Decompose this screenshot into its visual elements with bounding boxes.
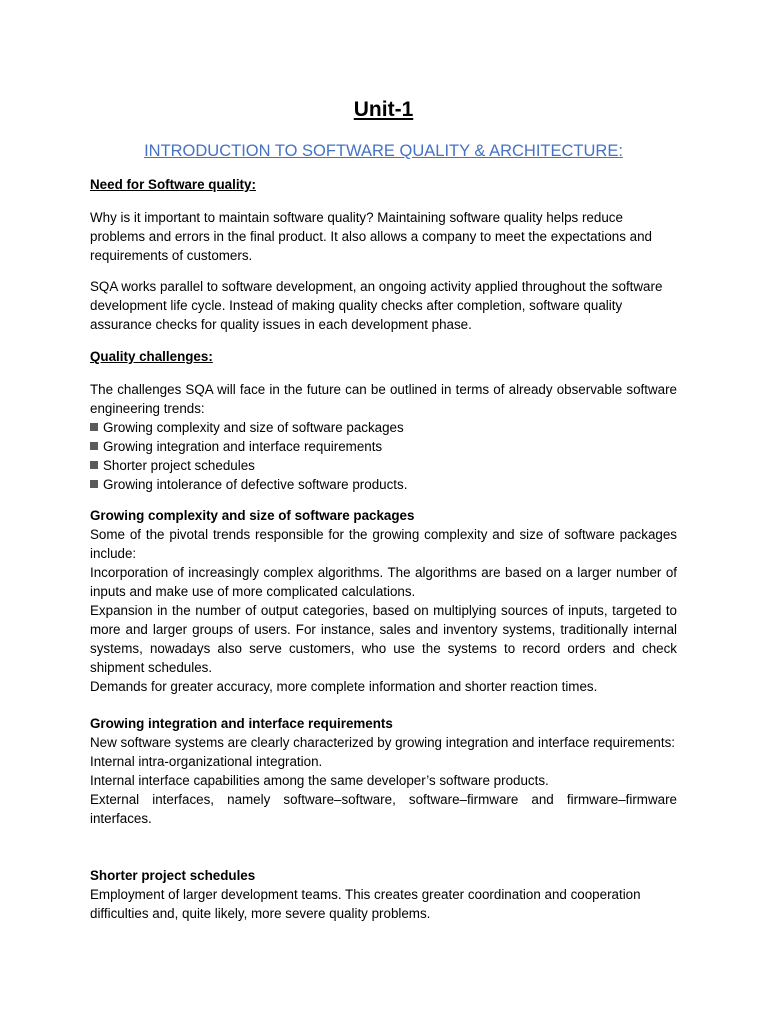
square-bullet-icon	[90, 461, 98, 469]
need-heading: Need for Software quality:	[90, 177, 256, 192]
list-item: Growing complexity and size of software packages	[90, 418, 677, 437]
challenges-section	[90, 380, 677, 494]
schedules-paragraph: Employment of larger development teams. This creates greater coordination and cooperation difficulties and, quite likely, more severe quality problems.	[90, 887, 641, 921]
schedules-heading: Shorter project schedules	[90, 868, 256, 883]
list-item: Shorter project schedules	[90, 456, 677, 475]
integration-heading: Growing integration and interface requirements	[90, 716, 393, 731]
challenges-intro: The challenges SQA will face in the future can be outlined in terms of already observable software engineering trends:	[90, 382, 677, 416]
need-paragraph-2: SQA works parallel to software development, an ongoing activity applied throughout the software development life cycle. Instead of making quality checks after completion, software quality assurance checks for quality issues in each development phase.	[90, 279, 663, 332]
page-title: Unit-1	[353, 98, 414, 121]
list-item: Growing integration and interface requirements	[90, 437, 677, 456]
integration-section	[90, 714, 677, 828]
challenges-heading: Quality challenges:	[90, 349, 213, 364]
challenges-list	[90, 418, 677, 494]
complexity-paragraph: Demands for greater accuracy, more complete information and shorter reaction times.	[90, 679, 598, 694]
complexity-heading: Growing complexity and size of software packages	[90, 508, 415, 523]
integration-paragraph: New software systems are clearly characterized by growing integration and interface requirements:	[90, 735, 675, 750]
page-subtitle: INTRODUCTION TO SOFTWARE QUALITY & ARCHITECTURE:	[144, 142, 623, 160]
schedules-section	[90, 866, 677, 923]
integration-paragraph: Internal intra-organizational integration.	[90, 754, 323, 769]
complexity-paragraph: Some of the pivotal trends responsible for the growing complexity and size of software packages include:	[90, 527, 677, 561]
list-item: Growing intolerance of defective software products.	[90, 475, 677, 494]
need-paragraph-1: Why is it important to maintain software quality? Maintaining software quality helps reduce problems and errors in the final product. It also allows a company to meet the expectations and requirements of customers.	[90, 210, 652, 263]
complexity-section	[90, 506, 677, 696]
square-bullet-icon	[90, 423, 98, 431]
complexity-paragraph: Expansion in the number of output categories, based on multiplying sources of inputs, targeted to more and larger groups of users. For instance, sales and inventory systems, traditionally internal systems, nowadays also serve customers, who use the systems to record orders and check shipment schedules.	[90, 603, 677, 675]
square-bullet-icon	[90, 480, 98, 488]
complexity-paragraph: Incorporation of increasingly complex algorithms. The algorithms are based on a larger number of inputs and make use of more complicated calculations.	[90, 565, 677, 599]
integration-paragraph: External interfaces, namely software–software, software–firmware and firmware–firmware interfaces.	[90, 792, 677, 826]
square-bullet-icon	[90, 442, 98, 450]
integration-paragraph: Internal interface capabilities among the same developer’s software products.	[90, 773, 549, 788]
